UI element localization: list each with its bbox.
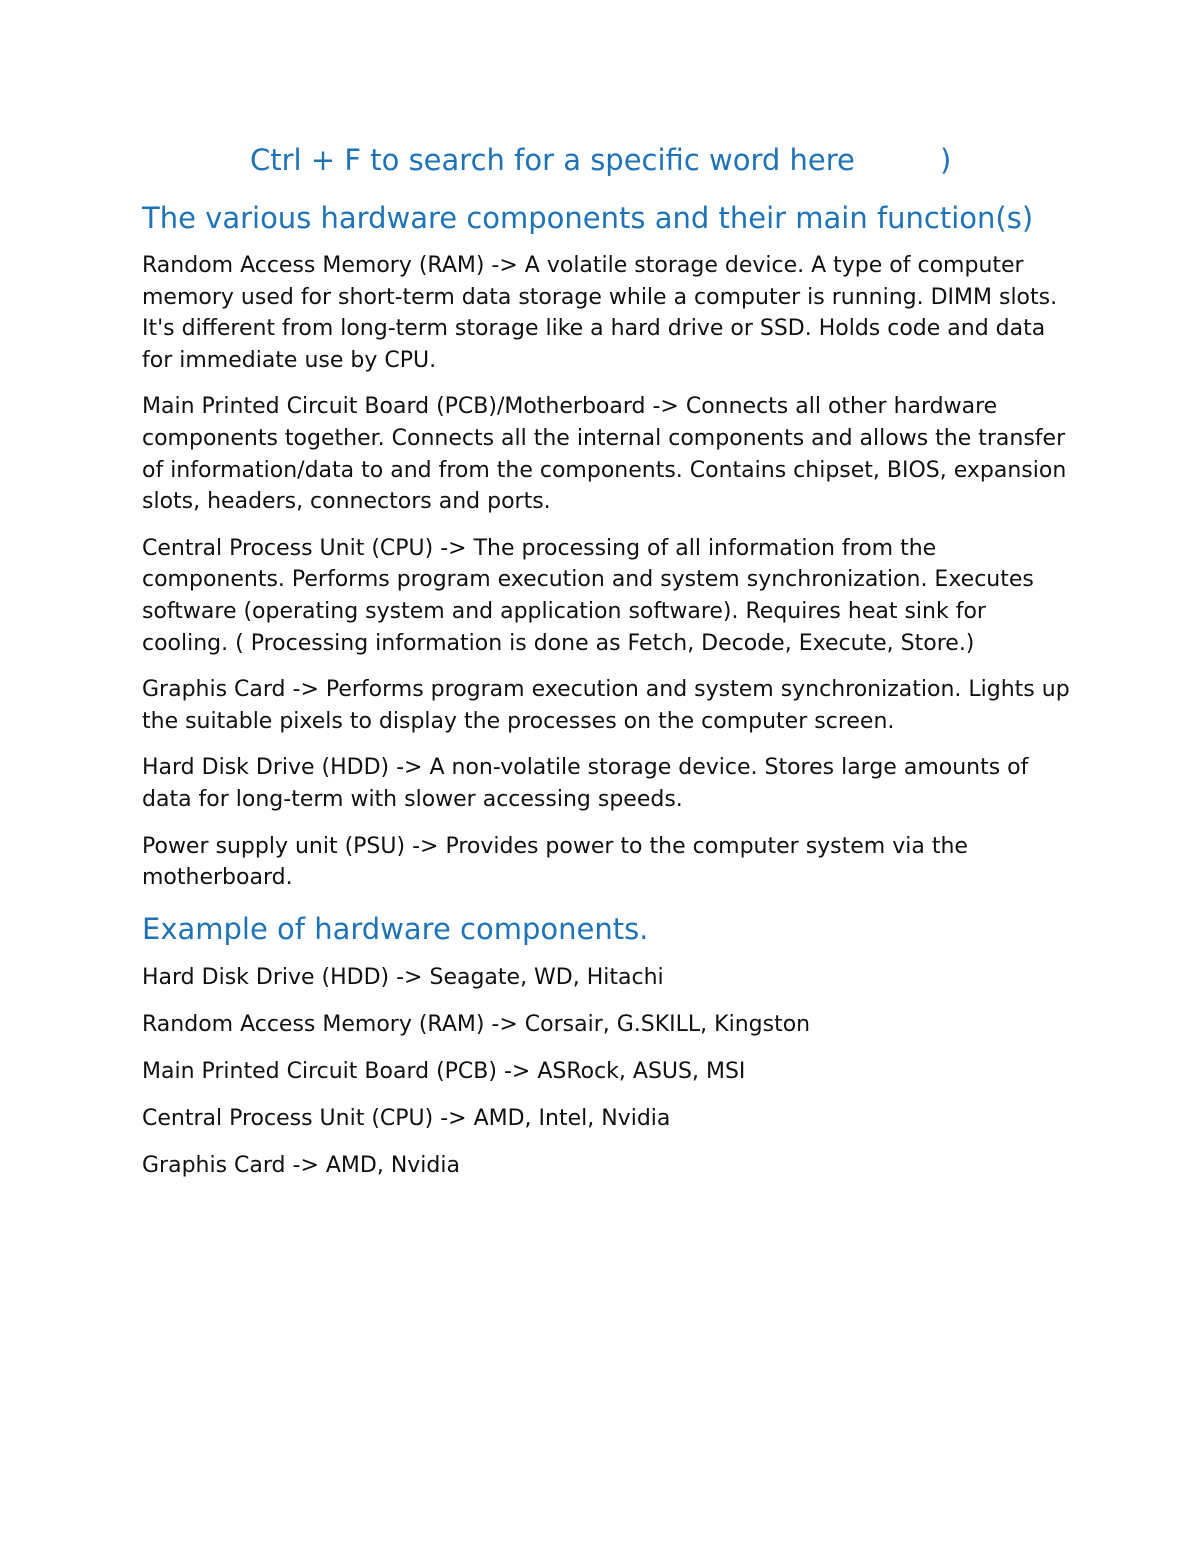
example-cpu: Central Process Unit (CPU) -> AMD, Intel, Nvidia: [142, 1105, 671, 1131]
component-description-cpu: Central Process Unit (CPU) -> The processing of all information from the components. Performs program execution and system synchronization. Executes software (operating system and application software). Requires heat sink for cooling. ( Processing information is done as Fetch, Decode, Execute, Store.): [142, 535, 1034, 656]
component-description-motherboard: Main Printed Circuit Board (PCB)/Motherboard -> Connects all other hardware components together. Connects all the internal components and allows the transfer of information/data to and from the components. Contains chipset, BIOS, expansion slots, headers, connectors and ports.: [142, 394, 1067, 515]
component-description-hdd: Hard Disk Drive (HDD) -> A non-volatile storage device. Stores large amounts of data for long-term with slower accessing speeds.: [142, 755, 1029, 812]
heading-component-functions: The various hardware components and their main function(s): [142, 201, 1034, 235]
component-description-ram: Random Access Memory (RAM) -> A volatile storage device. A type of computer memory used for short-term data storage while a computer is running. DIMM slots. It's different from long-term storage like a hard drive or SSD. Holds code and data for immediate use by CPU.: [142, 253, 1058, 373]
component-description-graphics-card: Graphis Card -> Performs program execution and system synchronization. Lights up the suitable pixels to display the processes on the computer screen.: [142, 677, 1070, 734]
component-description-psu: Power supply unit (PSU) -> Provides power to the computer system via the motherboard.: [142, 833, 968, 891]
document-body: [142, 198, 1072, 1197]
example-graphics-card: Graphis Card -> AMD, Nvidia: [142, 1153, 460, 1179]
search-tip-closing-paren: ): [940, 143, 952, 177]
search-tip: [250, 141, 1010, 179]
search-tip-text: Ctrl + F to search for a specific word here: [250, 143, 855, 177]
example-motherboard: Main Printed Circuit Board (PCB) -> ASRock, ASUS, MSI: [142, 1058, 746, 1084]
example-ram: Random Access Memory (RAM) -> Corsair, G.SKILL, Kingston: [142, 1011, 811, 1037]
heading-hardware-examples: Example of hardware components.: [142, 911, 649, 946]
example-hdd: Hard Disk Drive (HDD) -> Seagate, WD, Hitachi: [142, 964, 664, 990]
